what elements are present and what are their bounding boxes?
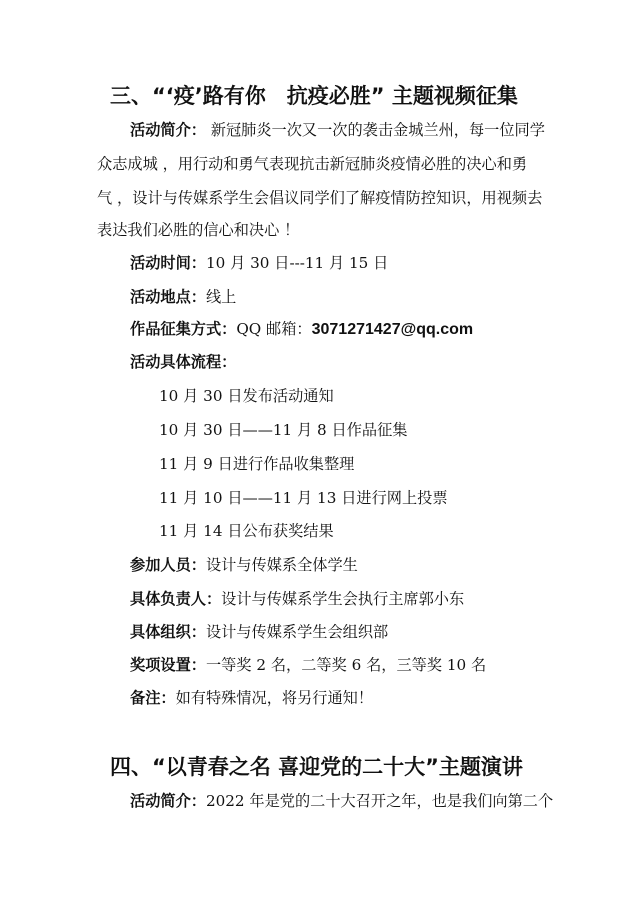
place-label: 活动地点： — [130, 288, 206, 306]
submit-value: QQ 邮箱： — [236, 320, 312, 338]
intro-line-4: 表达我们必胜的信心和决心 ！ — [97, 221, 300, 239]
section-3-intro — [130, 119, 545, 141]
note-value: 如有特殊情况，将另行通知！ — [175, 689, 373, 707]
participants — [130, 554, 358, 576]
lead-label: 具体负责人： — [130, 590, 222, 608]
flow-item: 11 月 9 日进行作品收集整理 — [159, 455, 355, 473]
submission-method — [130, 318, 473, 341]
note — [130, 687, 373, 709]
email-address: 3071271427@qq.com — [311, 321, 474, 338]
flow-label: 活动具体流程： — [130, 353, 237, 371]
flow-item: 10 月 30 日——11 月 8 日作品征集 — [159, 421, 408, 439]
person-in-charge — [130, 588, 464, 610]
time-value: 10 月 30 日---11 月 15 日 — [205, 254, 389, 272]
awards — [130, 654, 486, 676]
flow-item: 10 月 30 日发布活动通知 — [159, 387, 334, 405]
intro-line-3: 气 ，设计与传媒系学生会倡议同学们了解疫情防控知识，用视频去 — [97, 189, 543, 207]
section-4-heading: 四、“以青春之名 喜迎党的二十大”主题演讲 — [110, 755, 523, 779]
submit-label: 作品征集方式： — [130, 320, 237, 338]
section-3-heading: 三、“‘疫’路有你 抗疫必胜” 主题视频征集 — [110, 84, 518, 108]
time-label: 活动时间： — [130, 254, 206, 272]
place-value: 线上 — [205, 288, 237, 306]
intro-label: 活动简介： — [130, 121, 206, 139]
awards-label: 奖项设置： — [130, 656, 206, 674]
org-label: 具体组织： — [130, 623, 206, 641]
section-4-intro — [130, 790, 553, 812]
intro-line-1: 新冠肺炎一次又一次的袭击金城兰州，每一位同学 — [210, 121, 545, 139]
org-value: 设计与传媒系学生会组织部 — [205, 623, 389, 641]
activity-place — [130, 286, 236, 308]
intro-value: 2022 年是党的二十大召开之年，也是我们向第二个 — [205, 792, 554, 810]
note-label: 备注： — [130, 689, 176, 707]
intro-line-2: 众志成城 ，用行动和勇气表现抗击新冠肺炎疫情必胜的决心和勇 — [97, 155, 528, 173]
intro-label: 活动简介： — [130, 792, 206, 810]
flow-item: 11 月 14 日公布获奖结果 — [159, 522, 334, 540]
awards-value: 一等奖 2 名，二等奖 6 名，三等奖 10 名 — [205, 656, 487, 674]
flow-item: 11 月 10 日——11 月 13 日进行网上投票 — [159, 489, 448, 507]
participants-label: 参加人员： — [130, 556, 206, 574]
lead-value: 设计与传媒系学生会执行主席郭小东 — [221, 590, 465, 608]
participants-value: 设计与传媒系全体学生 — [205, 556, 358, 574]
activity-time — [130, 252, 388, 274]
organizer — [130, 621, 388, 643]
